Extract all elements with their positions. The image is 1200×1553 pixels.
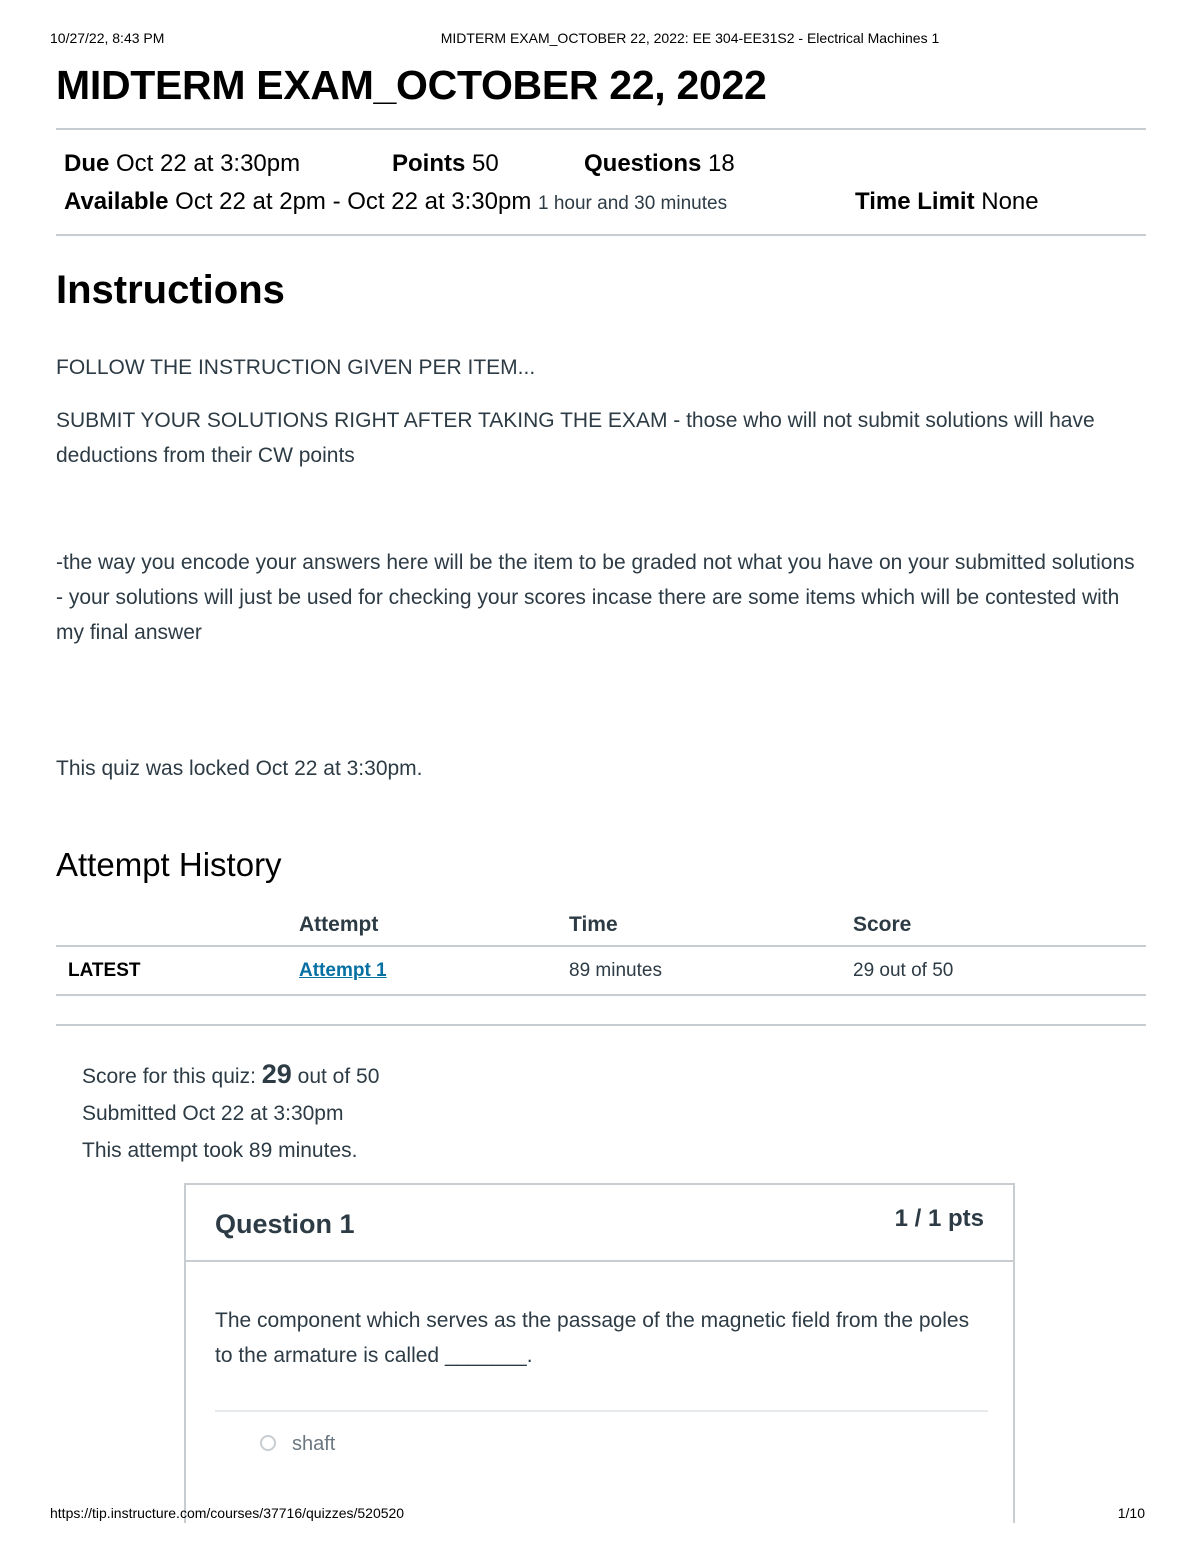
available-value: Oct 22 at 2pm - Oct 22 at 3:30pm: [175, 188, 532, 215]
quiz-title: MIDTERM EXAM_OCTOBER 22, 2022: [56, 62, 767, 108]
questions-label: Questions: [584, 150, 702, 177]
points-value: 50: [472, 150, 499, 177]
instruction-paragraph-1: FOLLOW THE INSTRUCTION GIVEN PER ITEM...: [56, 356, 536, 379]
table-row: [56, 947, 1146, 996]
question-text: The component which serves as the passage of the magnetic field from the poles to the armature is called _______.: [215, 1309, 970, 1367]
questions-value: 18: [708, 150, 735, 177]
meta-divider: [56, 234, 1146, 236]
page-number: 1/10: [1117, 1505, 1145, 1521]
latest-tag: LATEST: [68, 960, 141, 981]
attempt-time: 89 minutes: [569, 960, 662, 981]
points-info: [392, 150, 499, 178]
column-header-time: Time: [569, 913, 618, 936]
time-limit-info: [855, 188, 1039, 216]
answer-label: shaft: [292, 1433, 336, 1455]
attempt-score: 29 out of 50: [853, 960, 954, 981]
attempt-duration-text: This attempt took 89 minutes.: [82, 1139, 358, 1162]
print-url: https://tip.instructure.com/courses/37716/quizzes/520520: [50, 1505, 405, 1521]
attempt-divider: [56, 1024, 1146, 1026]
score-line: [82, 1056, 379, 1095]
attempt-history-heading: Attempt History: [56, 846, 282, 883]
question-title: Question 1: [215, 1209, 355, 1239]
instruction-paragraph-3: -the way you encode your answers here will be the item to be graded not what you have on your submitted solutions - your solutions will just be used for checking your scores incase there are some items which will be contested with my final answer: [56, 551, 1135, 644]
instructions-heading: Instructions: [56, 268, 285, 312]
score-summary: [82, 1056, 379, 1169]
questions-info: [584, 150, 735, 178]
score-suffix: out of 50: [297, 1065, 380, 1088]
question-points: 1 / 1 pts: [894, 1205, 984, 1232]
attempt-1-link[interactable]: Attempt 1: [299, 960, 387, 981]
quiz-locked-notice: This quiz was locked Oct 22 at 3:30pm.: [56, 757, 423, 780]
question-header: [186, 1185, 1013, 1262]
print-date: 10/27/22, 8:43 PM: [50, 30, 165, 46]
score-prefix: Score for this quiz:: [82, 1065, 256, 1088]
question-card: [184, 1183, 1015, 1523]
radio-icon[interactable]: [260, 1435, 276, 1451]
time-limit-value: None: [981, 188, 1039, 215]
available-info: [64, 188, 727, 216]
time-limit-label: Time Limit: [855, 188, 975, 215]
available-label: Available: [64, 188, 169, 215]
due-info: [64, 150, 300, 178]
header-divider: [56, 128, 1146, 130]
print-page-title: MIDTERM EXAM_OCTOBER 22, 2022: EE 304-EE31S2 - Electrical Machines 1: [440, 30, 940, 46]
instruction-paragraph-2: SUBMIT YOUR SOLUTIONS RIGHT AFTER TAKING THE EXAM - those who will not submit solutions will have deductions from their CW points: [56, 409, 1095, 467]
submitted-text: Submitted Oct 22 at 3:30pm: [82, 1102, 344, 1125]
column-header-score: Score: [853, 913, 912, 936]
points-label: Points: [392, 150, 466, 177]
print-footer: [50, 1505, 1150, 1525]
score-value: 29: [261, 1059, 292, 1089]
attempt-history-table: [56, 905, 1146, 996]
due-label: Due: [64, 150, 110, 177]
print-header: [50, 30, 1150, 50]
column-header-attempt: Attempt: [299, 913, 379, 936]
question-divider: [215, 1410, 988, 1412]
table-header-row: [56, 905, 1146, 947]
available-duration: 1 hour and 30 minutes: [538, 193, 728, 214]
due-value: Oct 22 at 3:30pm: [116, 150, 301, 177]
